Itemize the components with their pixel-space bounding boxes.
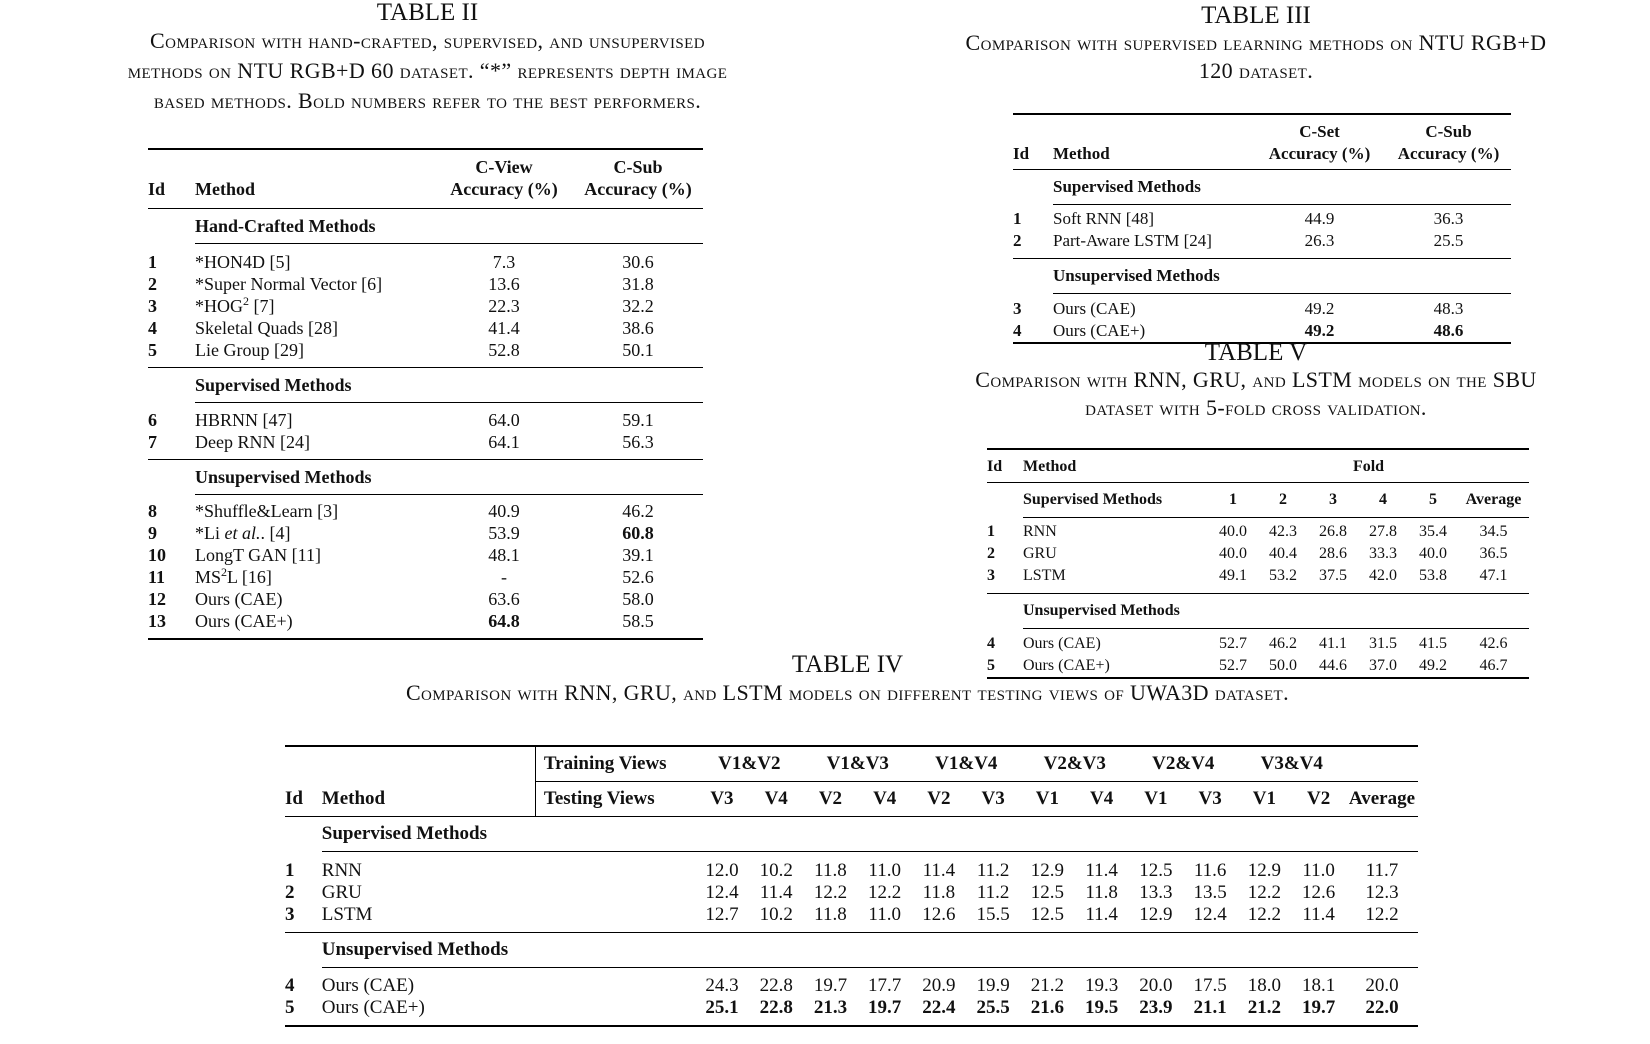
fold-header: 3 xyxy=(1308,482,1358,517)
fold-header: 1 xyxy=(1208,482,1258,517)
test-view-header: V3 xyxy=(981,788,1005,809)
table-2-caption-line: Comparison with hand-crafted, supervised, and unsupervised xyxy=(150,28,705,53)
table-3-caption-line: Comparison with supervised learning methods on NTU RGB+D xyxy=(965,30,1547,55)
test-view-header: V4 xyxy=(873,788,897,809)
section-supervised: Supervised Methods xyxy=(1053,169,1511,204)
table-5 xyxy=(987,448,1529,679)
table-5-caption-line: dataset with 5-fold cross validation. xyxy=(1085,395,1427,420)
table-4-caption xyxy=(0,652,1650,708)
table-row: 11 $MS^2L$ [16] - 52.6 xyxy=(148,565,654,587)
train-group-header: V1&V3 xyxy=(804,746,912,782)
col-header-cset-acc: Accuracy (%) xyxy=(1268,144,1371,163)
table-row: 4 Ours (CAE+) 49.2 48.6 xyxy=(1013,320,1511,343)
table-row: 8 *Shuffle&Learn [3] 40.9 46.2 xyxy=(148,501,654,521)
table-5-label: TABLE V xyxy=(1204,339,1308,366)
table-row: 4 Ours (CAE) 52.7 46.2 41.1 31.5 41.5 42.6 xyxy=(987,634,1508,652)
col-header-method: Method xyxy=(1053,144,1110,163)
section-unsupervised: Unsupervised Methods xyxy=(1053,259,1511,294)
table-row: 1 RNN 12.0 10.2 11.8 11.0 11.4 11.2 12.9 11.4 12.5 11.6 12.9 11.0 11.7 xyxy=(285,859,1399,881)
table-row: 7 Deep RNN [24] 64.1 56.3 xyxy=(148,431,654,452)
test-view-header: V4 xyxy=(1090,788,1114,809)
section-supervised: Supervised Methods xyxy=(322,817,1418,852)
col-header-id: Id xyxy=(285,787,303,809)
table-3-caption xyxy=(862,3,1650,85)
section-unsupervised: Unsupervised Methods xyxy=(322,932,1418,967)
section-hand-crafted: Hand-Crafted Methods xyxy=(195,208,703,243)
col-header-csub-acc: Accuracy (%) xyxy=(584,179,692,199)
col-header-method: Method xyxy=(195,179,255,199)
test-view-header: V2 xyxy=(927,788,951,809)
table-2-caption-line: methods on NTU RGB+D 60 dataset. “*” represents depth image xyxy=(127,58,728,83)
table-row: 2 GRU 40.0 40.4 28.6 33.3 40.0 36.5 xyxy=(987,545,1508,562)
col-header-csub: C-Sub xyxy=(1425,122,1472,141)
col-header-cview: C-View xyxy=(475,157,533,177)
fold-header: 4 xyxy=(1358,482,1408,517)
col-header-method: Method xyxy=(321,787,386,809)
col-header-cview-acc: Accuracy (%) xyxy=(450,179,558,199)
fold-header: 5 xyxy=(1408,482,1458,517)
fold-header: 2 xyxy=(1258,482,1308,517)
train-group-header: V1&V2 xyxy=(695,746,803,782)
section-supervised: Supervised Methods xyxy=(195,368,703,403)
col-header-cset: C-Set xyxy=(1299,122,1340,141)
table-3 xyxy=(1013,113,1511,344)
section-unsupervised: Unsupervised Methods xyxy=(195,459,703,494)
test-view-header: V1 xyxy=(1144,788,1168,809)
col-header-csub: C-Sub xyxy=(613,157,663,177)
table-4 xyxy=(285,745,1418,1027)
section-unsupervised: Unsupervised Methods xyxy=(1023,594,1529,629)
table-2-caption xyxy=(0,0,855,116)
table-3-label: TABLE III xyxy=(1201,2,1311,29)
table-row: 6 HBRNN [47] 64.0 59.1 xyxy=(148,409,654,430)
table-row: 1 Soft RNN [48] 44.9 36.3 xyxy=(1013,209,1464,228)
table-row: 4 Skeletal Quads [28] 41.4 38.6 xyxy=(148,318,654,338)
test-view-header: V2 xyxy=(818,788,843,809)
train-group-header: V3&V4 xyxy=(1238,746,1346,782)
table-row: 4 Ours (CAE) 24.3 22.8 19.7 17.7 20.9 19.9 21.2 19.3 20.0 17.5 18.0 18.1 20.0 xyxy=(285,975,1399,996)
test-view-header: V3 xyxy=(710,788,734,809)
table-row: 2 Part-Aware LSTM [24] 26.3 25.5 xyxy=(1013,231,1464,250)
table-row: 12 Ours (CAE) 63.6 58.0 xyxy=(148,589,654,609)
col-header-id: Id xyxy=(987,458,1003,475)
col-header-training-views: Training Views xyxy=(535,746,695,782)
table-row: 5 Ours (CAE+) 52.7 50.0 44.6 37.0 49.2 46.7 xyxy=(987,655,1529,678)
table-row: 1 RNN 40.0 42.3 26.8 27.8 35.4 34.5 xyxy=(987,523,1508,540)
average-header: Average xyxy=(1348,788,1416,809)
test-view-header: V3 xyxy=(1198,788,1222,809)
table-row: 2 *Super Normal Vector [6] 13.6 31.8 xyxy=(148,274,654,294)
table-2-caption-line: based methods. Bold numbers refer to the best performers. xyxy=(153,88,702,113)
table-4-label: TABLE IV xyxy=(791,651,904,678)
table-row: 10 LongT GAN [11] 48.1 39.1 xyxy=(148,545,654,565)
table-3-caption-line: 120 dataset. xyxy=(1198,58,1314,83)
col-header-csub-acc: Accuracy (%) xyxy=(1397,144,1500,163)
col-header-id: Id xyxy=(1013,144,1030,163)
table-row: 1 *HON4D [5] 7.3 30.6 xyxy=(148,252,654,272)
test-view-header: V4 xyxy=(764,788,788,809)
table-row: 9 *Li et al.. [4] 53.9 60.8 xyxy=(148,523,654,543)
table-row: 5 Lie Group [29] 52.8 50.1 xyxy=(148,340,654,360)
average-header: Average xyxy=(1458,482,1529,517)
table-2 xyxy=(148,148,703,640)
test-view-header: V1 xyxy=(1252,788,1276,809)
col-header-fold: Fold xyxy=(1352,458,1385,475)
col-header-testing-views: Testing Views xyxy=(535,782,695,817)
table-row: 13 Ours (CAE+) 64.8 58.5 xyxy=(148,610,703,639)
table-row: 3 LSTM 12.7 10.2 11.8 11.0 12.6 15.5 12.5 11.4 12.9 12.4 12.2 11.4 12.2 xyxy=(285,903,1399,925)
col-header-id: Id xyxy=(148,179,166,199)
section-supervised: Supervised Methods xyxy=(1023,482,1208,517)
train-group-header: V2&V4 xyxy=(1129,746,1237,782)
col-header-method: Method xyxy=(1023,458,1077,475)
test-view-header: V1 xyxy=(1035,788,1060,809)
table-5-caption-line: Comparison with RNN, GRU, and LSTM models on the SBU xyxy=(975,367,1537,392)
table-row: 3 Ours (CAE) 49.2 48.3 xyxy=(1013,298,1464,318)
test-view-header: V2 xyxy=(1307,788,1331,809)
train-group-header: V1&V4 xyxy=(912,746,1020,782)
table-row: 3 *HOG$^2$ [7] 22.3 32.2 xyxy=(148,294,654,316)
train-group-header: V2&V3 xyxy=(1021,746,1129,782)
table-row: 2 GRU 12.4 11.4 12.2 12.2 11.8 11.2 12.5 11.8 13.3 13.5 12.2 12.6 12.3 xyxy=(285,881,1399,903)
table-row: 5 Ours (CAE+) 25.1 22.8 21.3 19.7 22.4 25.5 21.6 19.5 23.9 21.1 21.2 19.7 22.0 xyxy=(285,997,1418,1026)
table-row: 3 LSTM 49.1 53.2 37.5 42.0 53.8 47.1 xyxy=(987,567,1508,584)
table-4-caption-line: Comparison with RNN, GRU, and LSTM models on different testing views of UWA3D dataset. xyxy=(405,680,1290,705)
table-2-label: TABLE II xyxy=(376,0,479,26)
table-5-caption xyxy=(862,340,1650,422)
